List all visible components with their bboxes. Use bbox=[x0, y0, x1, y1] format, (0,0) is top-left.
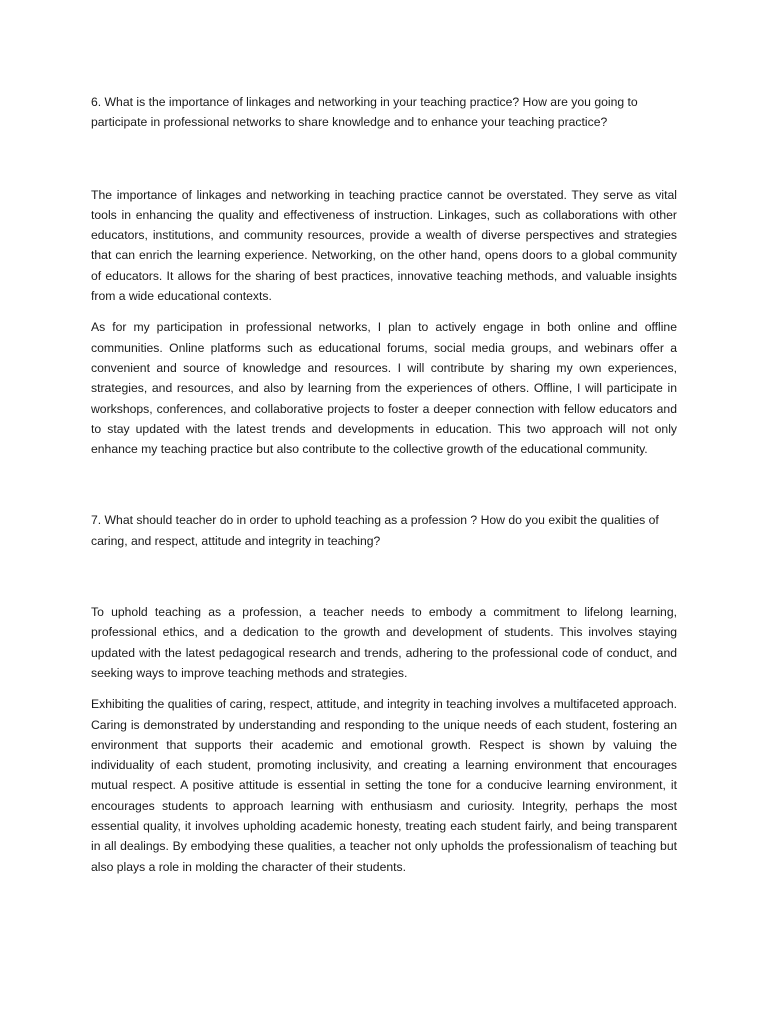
question-7: 7. What should teacher do in order to uphold teaching as a profession ? How do you exibit the qualities of caring, and respect, attitude and integrity in teaching? bbox=[91, 513, 659, 548]
document-page bbox=[91, 92, 677, 877]
question-6: 6. What is the importance of linkages and networking in your teaching practice? How are you going to participate in professional networks to share knowledge and to enhance your teaching practice? bbox=[91, 95, 638, 130]
answer-6-paragraph-1: The importance of linkages and networking in teaching practice cannot be overstated. They serve as vital tools in enhancing the quality and effectiveness of instruction. Linkages, such as collaborations with other educators, institutions, and community resources, provide a wealth of diverse perspectives and strategies that can enrich the learning experience. Networking, on the other hand, opens doors to a global community of educators. It allows for the sharing of best practices, innovative teaching methods, and valuable insights from a wide educational contexts. bbox=[91, 187, 677, 304]
answer-6-paragraph-2: As for my participation in professional networks, I plan to actively engage in both online and offline communities. Online platforms such as educational forums, social media groups, and webinars offer a convenient and source of knowledge and resources. I will contribute by sharing my own experiences, strategies, and resources, and also by learning from the experiences of others. Offline, I will participate in workshops, conferences, and collaborative projects to foster a deeper connection with fellow educators and to stay updated with the latest trends and developments in education. This two approach will not only enhance my teaching practice but also contribute to the collective growth of the educational community. bbox=[91, 320, 677, 457]
answer-7-paragraph-1: To uphold teaching as a profession, a teacher needs to embody a commitment to lifelong learning, professional ethics, and a dedication to the growth and development of students. This involves staying updated with the latest pedagogical research and trends, adhering to the professional code of conduct, and seeking ways to improve teaching methods and strategies. bbox=[91, 605, 677, 680]
answer-7-paragraph-2: Exhibiting the qualities of caring, respect, attitude, and integrity in teaching involves a multifaceted approach. Caring is demonstrated by understanding and responding to the unique needs of each student, fostering an environment that supports their academic and emotional growth. Respect is shown by valuing the individuality of each student, promoting inclusivity, and creating a learning environment that encourages mutual respect. A positive attitude is essential in setting the tone for a conducive learning environment, it encourages students to approach learning with enthusiasm and curiosity. Integrity, perhaps the most essential quality, it involves upholding academic honesty, treating each student fairly, and being transparent in all dealings. By embodying these qualities, a teacher not only upholds the professionalism of teaching but also plays a role in molding the character of their students. bbox=[91, 697, 677, 874]
